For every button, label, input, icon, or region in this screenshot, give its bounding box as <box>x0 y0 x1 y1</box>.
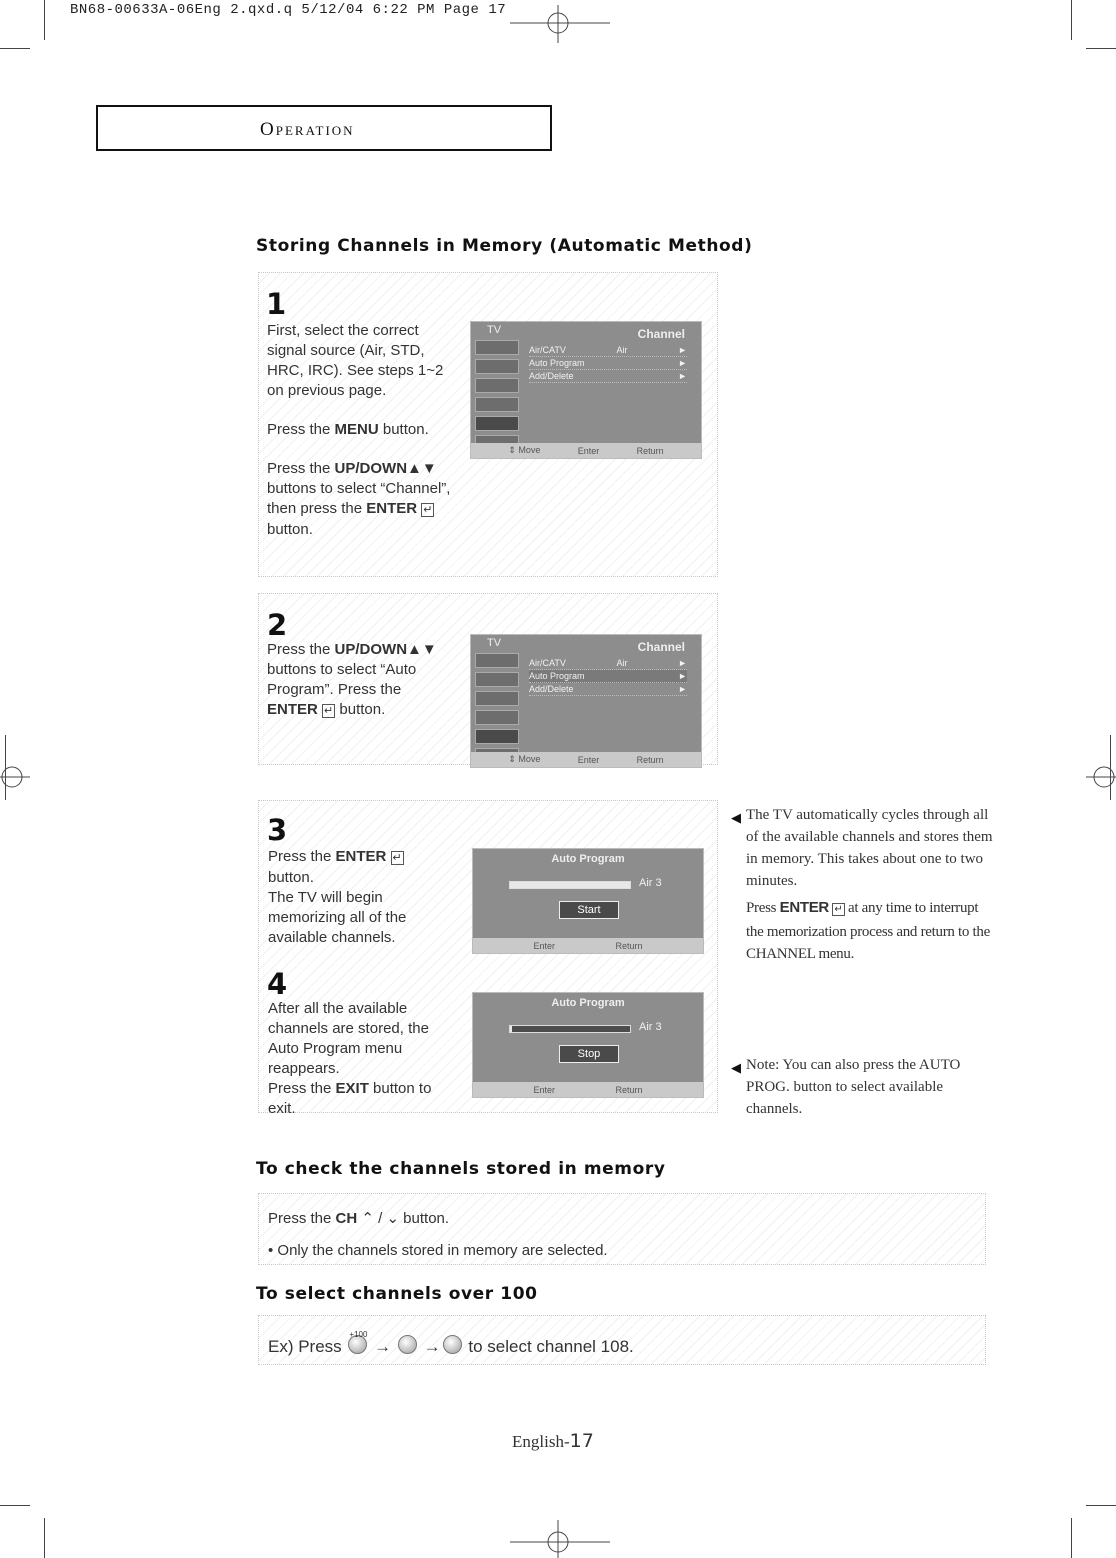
text-run: Press the <box>267 421 335 438</box>
step-1-paragraph: First, select the correct signal source (Air, STD, HRC, IRC). See steps 1~2 on previous page. <box>267 322 444 399</box>
check-line-1 <box>268 1209 968 1229</box>
page-footer <box>512 1430 594 1452</box>
text-run: buttons to select “Auto Program”. Press the <box>267 661 417 698</box>
channel-menu-screen <box>470 321 702 459</box>
menu-row-label: Auto Program <box>529 671 585 681</box>
text-run: button. <box>378 421 429 438</box>
text-run: Press <box>746 900 780 916</box>
arrow-right-icon: ► <box>678 345 687 355</box>
text-run: button to exit. <box>268 1080 432 1117</box>
menu-list <box>529 657 687 696</box>
triangle-left-icon: ◀ <box>731 1060 741 1075</box>
menu-sidebar <box>475 653 519 767</box>
text-run: buttons to select “Channel”, then press the <box>267 480 451 517</box>
screen-footer <box>471 752 701 767</box>
enter-hint: Enter <box>533 940 555 951</box>
stop-button[interactable]: Stop <box>559 1045 619 1063</box>
menu-row-label: Add/Delete <box>529 684 574 694</box>
text-run: Press the <box>268 1210 336 1227</box>
return-hint: Return <box>636 754 664 765</box>
text-run: to select channel 108. <box>468 1337 634 1356</box>
menu-sidebar <box>475 340 519 454</box>
text-run: Press the <box>267 460 335 477</box>
progress-fill <box>510 1026 512 1032</box>
text-run: Press the <box>267 641 335 658</box>
menu-row <box>529 683 687 696</box>
step-3-paragraph: The TV will begin memorizing all of the available channels. <box>268 889 407 946</box>
arrow-right-icon: ► <box>678 371 687 381</box>
menu-row-label: Auto Program <box>529 358 585 368</box>
step-3-4-panel <box>258 800 718 1117</box>
menu-key-label: MENU <box>334 421 379 438</box>
text-run: at any time to interrupt the memorization process and return to the CHANNEL menu. <box>746 900 990 962</box>
key-0-button-icon <box>398 1335 417 1354</box>
step-number: 1 <box>266 287 287 321</box>
enter-icon: ↵ <box>834 904 843 915</box>
enter-hint: Enter <box>577 754 600 765</box>
tv-label: TV <box>487 637 502 649</box>
screen-footer <box>471 443 701 458</box>
key-100-label: +100 <box>349 1330 368 1339</box>
enter-key-label: ENTER <box>366 500 418 517</box>
step-1-text <box>267 321 452 540</box>
enter-hint: Enter <box>533 1084 555 1095</box>
arrow-right-icon: ► <box>678 358 687 368</box>
return-hint: Return <box>615 1084 643 1095</box>
note-paragraph: The TV automatically cycles through all of the available channels and stores them in memory. This takes about one to two minutes. <box>746 807 993 889</box>
step-2-panel <box>258 593 718 765</box>
screen-title: Channel <box>637 327 685 341</box>
enter-icon: ↵ <box>392 852 402 864</box>
section-title: Storing Channels in Memory (Automatic Method) <box>256 236 753 256</box>
footer-label: English- <box>512 1432 570 1451</box>
move-hint: ⇕ Move <box>508 445 541 455</box>
screen-title: Channel <box>637 640 685 654</box>
arrow-right-icon: ► <box>678 684 687 694</box>
note-auto-prog <box>731 1054 993 1120</box>
screen-title: Auto Program <box>551 997 625 1009</box>
check-channels-title: To check the channels stored in memory <box>256 1159 666 1179</box>
enter-icon: ↵ <box>324 705 334 717</box>
registration-mark-top <box>510 5 610 45</box>
step-1-panel <box>258 272 718 577</box>
over-100-panel <box>258 1315 986 1365</box>
check-channels-panel <box>258 1193 986 1265</box>
key-8-button-icon <box>443 1335 462 1354</box>
print-slug: BN68-00633A-06Eng 2.qxd.q 5/12/04 6:22 PM Page 17 <box>70 2 507 18</box>
move-hint: ⇕ Move <box>508 754 541 764</box>
tv-label: TV <box>487 324 502 336</box>
text-run: button. <box>267 521 313 538</box>
channel-menu-screen <box>470 634 702 768</box>
note-auto-cycle <box>731 804 993 965</box>
arrow-right-icon: ► <box>678 658 687 668</box>
enter-hint: Enter <box>577 445 600 456</box>
over-100-line <box>268 1330 968 1357</box>
updown-key-label: UP/DOWN▲▼ <box>334 460 437 477</box>
text-run: Press the <box>268 1080 336 1097</box>
registration-mark-bottom <box>510 1520 610 1558</box>
text-run: Press the <box>268 848 336 865</box>
page-header <box>96 105 552 151</box>
over-100-title: To select channels over 100 <box>256 1284 538 1304</box>
progress-bar <box>509 881 631 889</box>
page-header-title: Operation <box>260 119 355 140</box>
key-100 <box>346 1330 369 1356</box>
return-hint: Return <box>615 940 643 951</box>
text-run: button. <box>268 869 314 886</box>
auto-program-screen <box>472 848 704 954</box>
text-run: Ex) Press <box>268 1337 342 1356</box>
menu-list <box>529 344 687 383</box>
screen-footer <box>473 1082 703 1097</box>
menu-row <box>529 670 687 683</box>
step-number: 4 <box>267 967 288 1001</box>
menu-row-value: Air <box>616 658 628 668</box>
air-channel-value: Air 3 <box>639 1021 662 1033</box>
arrow-right-icon: → <box>423 1337 441 1356</box>
ch-key-label: CH <box>335 1210 358 1227</box>
step-2-text <box>267 640 452 721</box>
step-number: 2 <box>267 608 288 642</box>
menu-row <box>529 344 687 357</box>
note-paragraph: Note: You can also press the AUTO PROG. button to select available channels. <box>746 1057 961 1117</box>
air-channel-value: Air 3 <box>639 877 662 889</box>
registration-mark-right <box>1086 755 1116 795</box>
enter-key-label: ENTER <box>335 848 387 865</box>
enter-key-label: ENTER <box>267 701 318 718</box>
screen-title: Auto Program <box>551 853 625 865</box>
exit-key-label: EXIT <box>335 1080 369 1097</box>
enter-key-label: ENTER <box>779 899 829 916</box>
updown-key-label: UP/DOWN▲▼ <box>334 641 437 658</box>
menu-row <box>529 370 687 383</box>
arrow-right-icon: → <box>374 1337 396 1356</box>
triangle-left-icon: ◀ <box>731 810 741 825</box>
progress-bar <box>509 1025 631 1033</box>
menu-row <box>529 357 687 370</box>
screen-footer <box>473 938 703 953</box>
step-number: 3 <box>267 813 288 847</box>
arrow-right-icon: ► <box>678 671 687 681</box>
start-button[interactable]: Start <box>559 901 619 919</box>
auto-program-screen <box>472 992 704 1098</box>
return-hint: Return <box>636 445 664 456</box>
text-run: button. <box>335 701 386 718</box>
text-run: ⌃ / ⌄ button. <box>357 1210 450 1227</box>
menu-row <box>529 657 687 670</box>
menu-row-value: Air <box>616 345 628 355</box>
page-number: 17 <box>569 1430 594 1452</box>
check-line-2: • Only the channels stored in memory are selected. <box>268 1242 608 1259</box>
progress-fill <box>510 882 630 888</box>
step-3-text <box>268 847 453 948</box>
registration-mark-left <box>0 755 30 795</box>
menu-row-label: Add/Delete <box>529 371 574 381</box>
menu-row-label: Air/CATV <box>529 658 566 668</box>
step-4-paragraph: After all the available channels are stored, the Auto Program menu reappears. <box>268 1000 429 1077</box>
step-4-text <box>268 999 463 1119</box>
menu-row-label: Air/CATV <box>529 345 566 355</box>
enter-icon: ↵ <box>423 504 433 516</box>
